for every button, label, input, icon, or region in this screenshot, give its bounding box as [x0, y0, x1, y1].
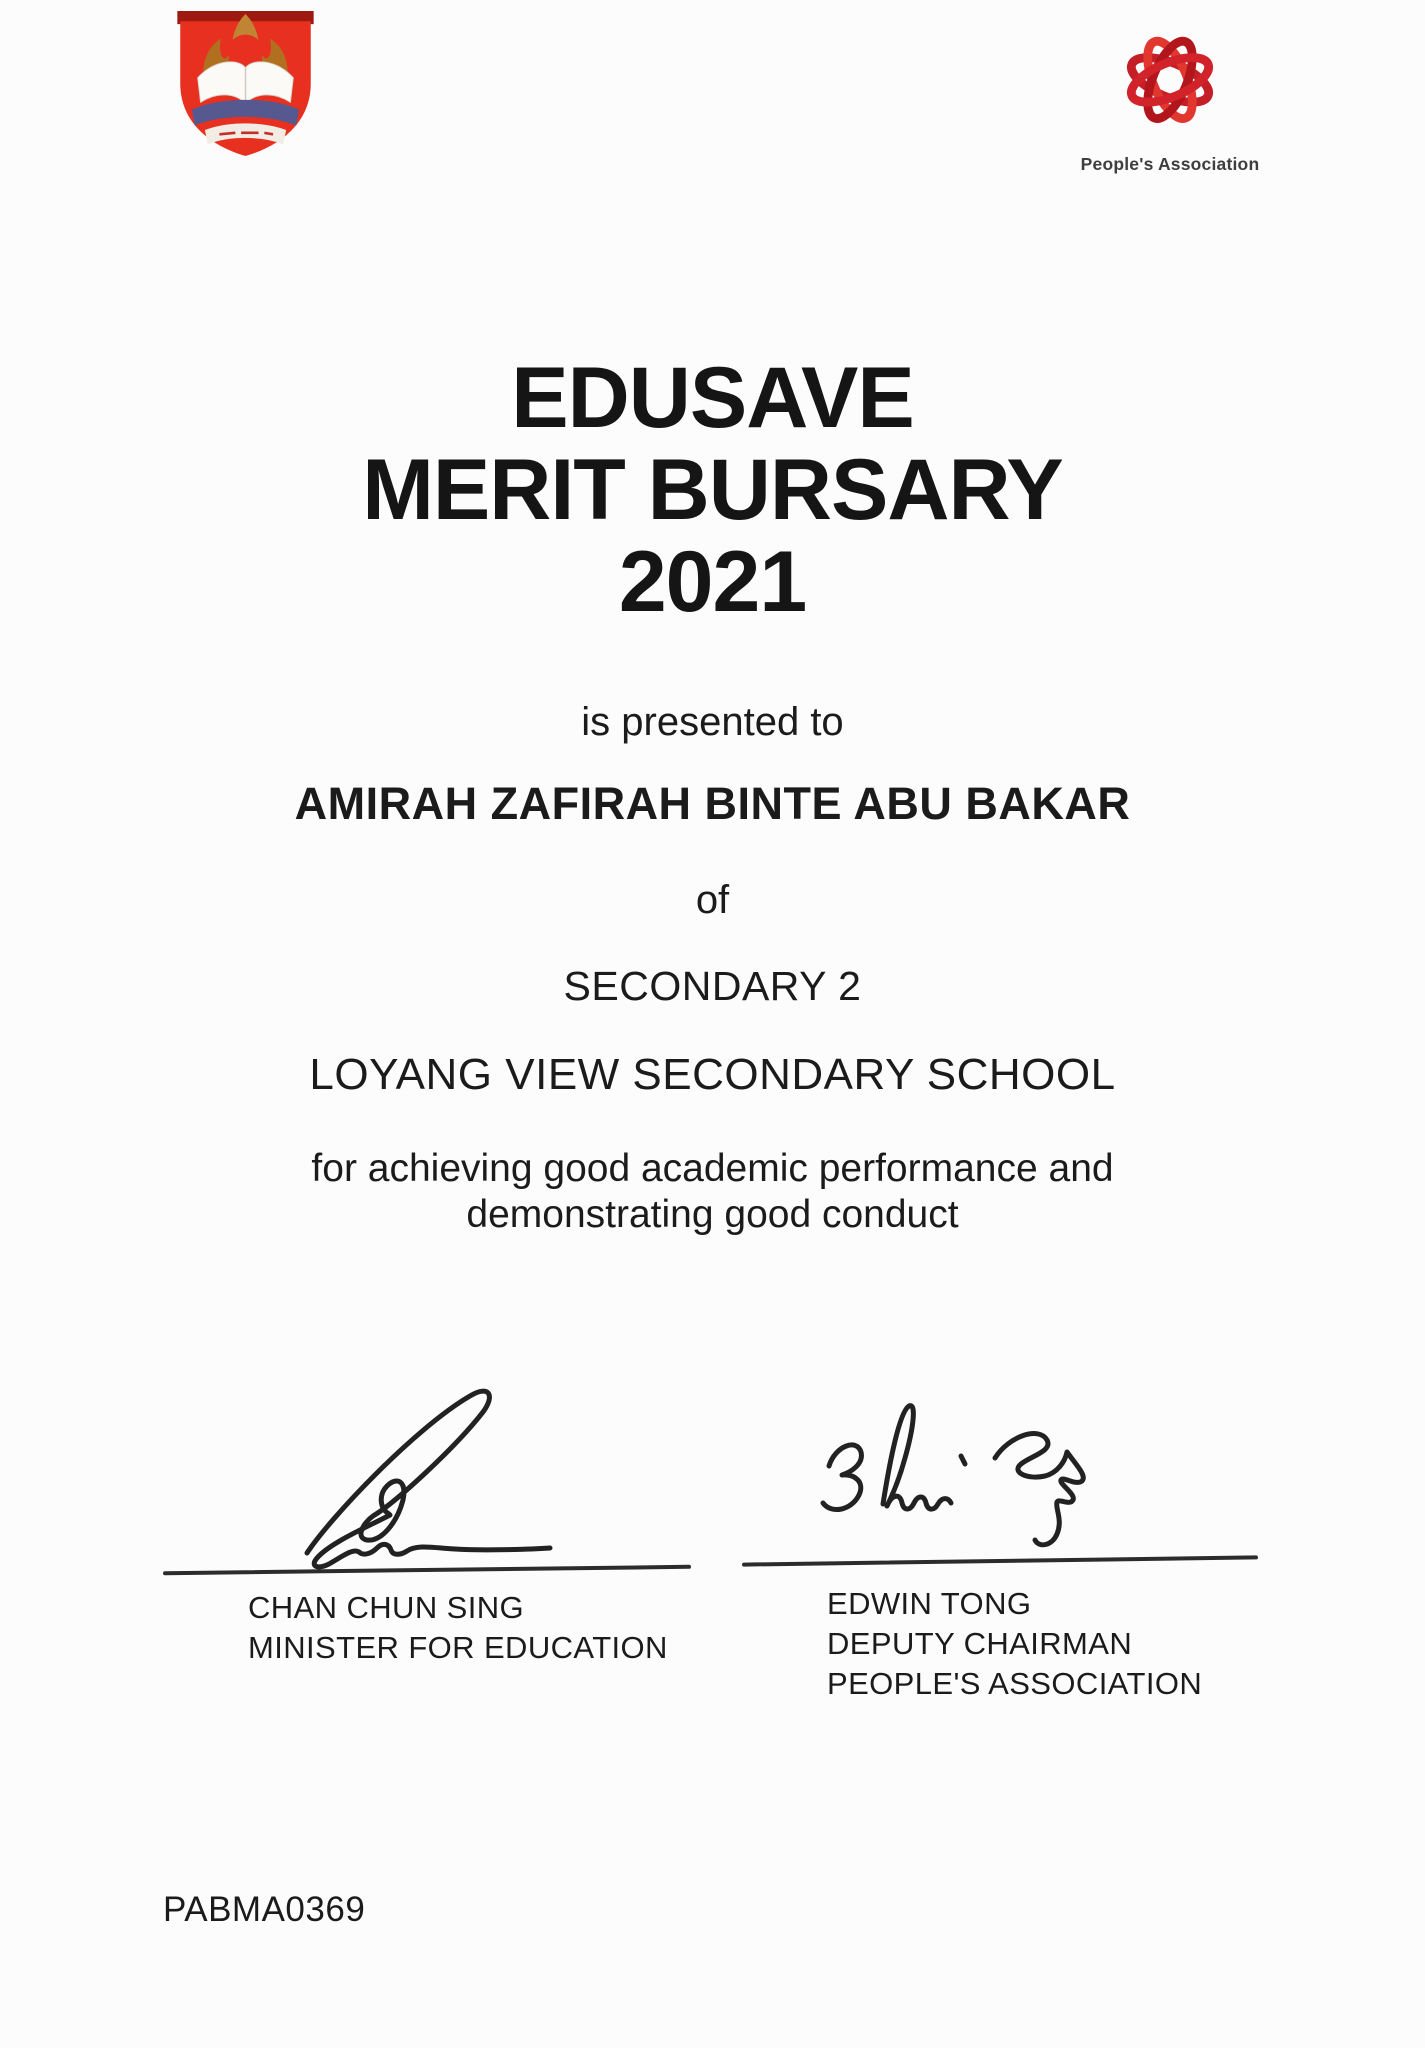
citation-line-1: for achieving good academic performance and: [311, 1147, 1114, 1190]
student-level: SECONDARY 2: [563, 963, 862, 1009]
recipient-name: AMIRAH ZAFIRAH BINTE ABU BAKAR: [294, 778, 1131, 829]
of-label: of: [695, 878, 730, 922]
signatory-right-title1: DEPUTY CHAIRMAN: [827, 1626, 1133, 1661]
signature-edwin-tong: [795, 1396, 1115, 1608]
serial-number: PABMA0369: [163, 1890, 366, 1929]
citation-text: [0, 1146, 1425, 1238]
signatory-right-title2: PEOPLE'S ASSOCIATION: [827, 1666, 1203, 1701]
certificate-title: [0, 352, 1425, 628]
presented-to-label: is presented to: [581, 700, 844, 744]
signatory-right-name: EDWIN TONG: [827, 1586, 1032, 1621]
pa-logo-block: [1060, 14, 1280, 175]
pa-logo-label: People's Association: [1080, 154, 1260, 174]
school-crest-icon: [173, 5, 318, 165]
signatory-left-block: [248, 1588, 668, 1668]
citation-line-2: demonstrating good conduct: [466, 1193, 959, 1236]
signatory-left-name: CHAN CHUN SING: [248, 1590, 525, 1625]
signatory-left-title: MINISTER FOR EDUCATION: [248, 1630, 668, 1665]
title-line-1: EDUSAVE: [511, 350, 914, 446]
title-line-2: MERIT BURSARY: [362, 442, 1063, 538]
signatory-right-block: [827, 1584, 1202, 1704]
peoples-association-logo-icon: [1103, 14, 1237, 152]
signature-chan-chun-sing: [255, 1368, 555, 1580]
school-name: LOYANG VIEW SECONDARY SCHOOL: [309, 1050, 1116, 1099]
title-line-3: 2021: [618, 534, 807, 630]
